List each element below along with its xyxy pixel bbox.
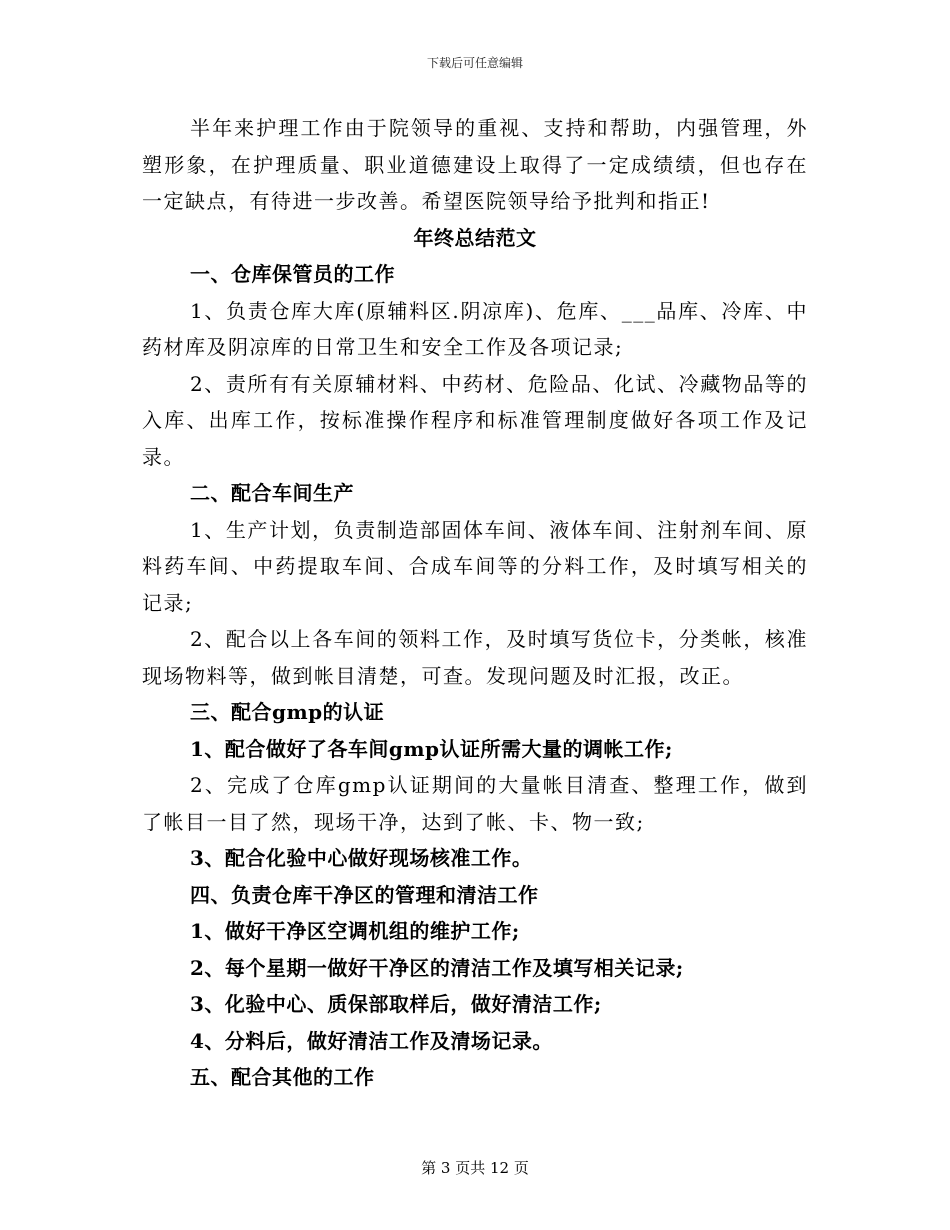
section-4-item-3: 3、化验中心、质保部取样后，做好清洁工作;	[190, 992, 602, 1016]
section-heading-2: 二、配合车间生产	[190, 481, 354, 505]
section-1-item-1: 1、负责仓库大库(原辅料区.阴凉库)、危库、___品库、冷库、中药材库及阴凉库的日常卫生和安全工作及各项记录;	[142, 298, 808, 359]
section-4-item-1: 1、做好干净区空调机组的维护工作;	[190, 919, 520, 943]
section-3-item-1: 1、配合做好了各车间gmp认证所需大量的调帐工作;	[190, 736, 673, 761]
section-heading-4: 四、负责仓库干净区的管理和清洁工作	[190, 882, 539, 907]
document-title: 年终总结范文	[413, 225, 537, 250]
section-heading-5: 五、配合其他的工作	[190, 1065, 375, 1089]
section-4-item-2: 2、每个星期一做好干净区的清洁工作及填写相关记录;	[190, 955, 684, 980]
section-heading-3: 三、配合gmp的认证	[190, 700, 385, 724]
section-4-item-4: 4、分料后，做好清洁工作及清场记录。	[190, 1028, 553, 1053]
section-3-item-3: 3、配合化验中心做好现场核准工作。	[190, 846, 533, 870]
section-1-item-2: 2、责所有有关原辅材料、中药材、危险品、化试、冷藏物品等的入库、出库工作，按标准操作程序和标准管理制度做好各项工作及记录。	[142, 371, 808, 469]
section-2-item-1: 1、生产计划，负责制造部固体车间、液体车间、注射剂车间、原料药车间、中药提取车间、合成车间等的分料工作，及时填写相关的记录;	[142, 517, 808, 615]
section-2-item-2: 2、配合以上各车间的领料工作，及时填写货位卡，分类帐，核准现场物料等，做到帐目清楚，可查。发现问题及时汇报，改正。	[142, 627, 808, 688]
header-note: 下载后可任意编辑	[426, 56, 523, 70]
section-heading-1: 一、仓库保管员的工作	[190, 262, 395, 286]
section-3-item-2: 2、完成了仓库gmp认证期间的大量帐目清查、整理工作，做到了帐目一目了然，现场干净，达到了帐、卡、物一致;	[142, 773, 808, 834]
intro-paragraph: 半年来护理工作由于院领导的重视、支持和帮助，内强管理，外塑形象，在护理质量、职业道德建设上取得了一定成绩绩，但也存在一定缺点，有待进一步改善。希望医院领导给予批判和指正!	[142, 116, 808, 213]
page-footer: 第 3 页共 12 页	[421, 1159, 529, 1177]
document-body	[142, 110, 808, 1096]
